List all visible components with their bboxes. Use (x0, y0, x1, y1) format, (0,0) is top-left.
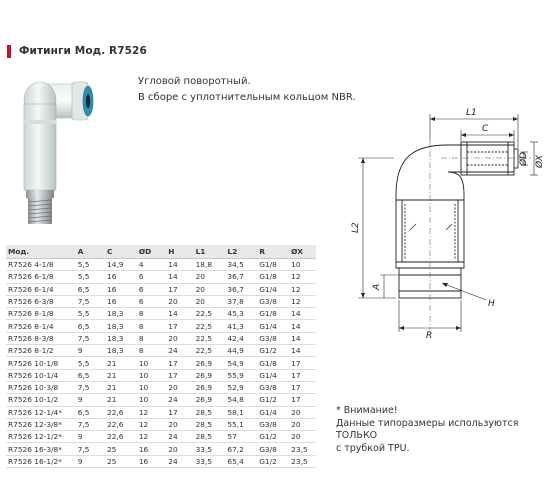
table-cell: 42,4 (225, 332, 257, 344)
table-cell: 20 (289, 431, 316, 443)
table-cell: 20 (166, 443, 193, 455)
table-cell: R7526 6-1/8 (6, 271, 76, 283)
table-cell: 7,5 (76, 443, 105, 455)
table-cell: 10 (137, 381, 166, 393)
table-cell: 12 (137, 406, 166, 418)
table-cell: G1/2 (257, 345, 289, 357)
table-cell: 8 (137, 320, 166, 332)
table-row (6, 369, 316, 381)
spec-table (6, 245, 316, 468)
table-cell: R7526 10-1/8 (6, 357, 76, 369)
table-cell: 14 (166, 308, 193, 320)
table-cell: 20 (194, 271, 226, 283)
table-cell: 17 (166, 283, 193, 295)
table-cell: 6,5 (76, 320, 105, 332)
table-cell: 55,9 (225, 369, 257, 381)
table-cell: 21 (105, 369, 137, 381)
table-cell: G3/8 (257, 332, 289, 344)
page-title: Фитинги Мод. R7526 (19, 45, 147, 57)
table-cell: 8 (137, 308, 166, 320)
label-l2: L2 (351, 222, 361, 233)
table-cell: 6 (137, 283, 166, 295)
table-cell: 7,5 (76, 332, 105, 344)
table-cell: 21 (105, 381, 137, 393)
table-cell: 20 (166, 295, 193, 307)
table-cell: 4 (137, 259, 166, 271)
table-cell: 8 (137, 332, 166, 344)
table-cell: 10 (137, 369, 166, 381)
table-cell: 65,4 (225, 455, 257, 467)
table-cell: 25 (105, 455, 137, 467)
table-cell: 55,1 (225, 418, 257, 430)
table-cell: 22,5 (194, 320, 226, 332)
table-cell: 7,5 (76, 295, 105, 307)
table-body (6, 259, 316, 468)
table-cell: 5,5 (76, 357, 105, 369)
table-cell: 22,5 (194, 308, 226, 320)
table-cell: 6,5 (76, 369, 105, 381)
table-row (6, 394, 316, 406)
table-cell: R7526 12-3/8* (6, 418, 76, 430)
label-ox: ØX (535, 154, 545, 168)
table-cell: 12 (137, 431, 166, 443)
table-cell: 9 (76, 345, 105, 357)
table-cell: G1/4 (257, 369, 289, 381)
table-cell: G1/8 (257, 308, 289, 320)
table-cell: 10 (137, 394, 166, 406)
table-cell: 34,5 (225, 259, 257, 271)
table-cell: 18,8 (194, 259, 226, 271)
table-cell: 6,5 (76, 283, 105, 295)
table-cell: 24 (166, 431, 193, 443)
table-cell: G1/2 (257, 455, 289, 467)
table-cell: R7526 10-1/2 (6, 394, 76, 406)
product-photo (10, 76, 100, 236)
description-line-1: Угловой поворотный. (138, 76, 251, 87)
table-cell: 67,2 (225, 443, 257, 455)
table-cell: 44,9 (225, 345, 257, 357)
table-cell: G1/4 (257, 320, 289, 332)
table-cell: 54,8 (225, 394, 257, 406)
table-cell: 10 (289, 259, 316, 271)
table-cell: 22,6 (105, 406, 137, 418)
table-header-row (6, 245, 316, 259)
table-cell: G1/8 (257, 259, 289, 271)
table-cell: 36,7 (225, 283, 257, 295)
table-cell: 22,6 (105, 431, 137, 443)
column-header: A (76, 245, 105, 259)
table-cell: 9 (76, 394, 105, 406)
warning-note (336, 405, 551, 455)
table-cell: 7,5 (76, 418, 105, 430)
note-line-3: с трубкой TPU. (336, 442, 410, 454)
table-cell: G3/8 (257, 418, 289, 430)
table-cell: 17 (166, 406, 193, 418)
table-cell: 41,3 (225, 320, 257, 332)
table-cell: 20 (194, 283, 226, 295)
table-cell: G3/8 (257, 295, 289, 307)
table-cell: 14 (166, 271, 193, 283)
table-cell: G3/8 (257, 443, 289, 455)
table-cell: 57 (225, 431, 257, 443)
table-row (6, 455, 316, 467)
table-cell: 18,3 (105, 320, 137, 332)
table-cell: 16 (105, 271, 137, 283)
table-cell: 6 (137, 295, 166, 307)
table-cell: 21 (105, 394, 137, 406)
table-cell: R7526 8-1/2 (6, 345, 76, 357)
table-cell: 37,8 (225, 295, 257, 307)
table-cell: 22,5 (194, 332, 226, 344)
table-row (6, 332, 316, 344)
column-header: R (257, 245, 289, 259)
table-cell: 28,5 (194, 406, 226, 418)
table-cell: G1/8 (257, 271, 289, 283)
table-cell: 36,7 (225, 271, 257, 283)
table-cell: R7526 4-1/8 (6, 259, 76, 271)
description-line-2: В сборе с уплотнительным кольцом NBR. (138, 92, 356, 103)
table-cell: 14 (289, 320, 316, 332)
table-cell: 18,3 (105, 308, 137, 320)
table-cell: 6,5 (76, 406, 105, 418)
table-cell: 16 (105, 295, 137, 307)
table-cell: R7526 8-3/8 (6, 332, 76, 344)
table-cell: 28,5 (194, 418, 226, 430)
table-cell: 12 (289, 271, 316, 283)
table-cell: 12 (137, 418, 166, 430)
table-cell: R7526 10-3/8 (6, 381, 76, 393)
table-cell: 14,9 (105, 259, 137, 271)
table-cell: 21 (105, 357, 137, 369)
table-cell: 16 (105, 283, 137, 295)
table-cell: R7526 10-1/4 (6, 369, 76, 381)
table-cell: 7,5 (76, 381, 105, 393)
table-cell: 25 (105, 443, 137, 455)
table-cell: 33,5 (194, 443, 226, 455)
table-cell: 26,9 (194, 394, 226, 406)
table-cell: G1/2 (257, 394, 289, 406)
table-cell: 24 (166, 455, 193, 467)
table-row (6, 320, 316, 332)
table-cell: R7526 16-1/2* (6, 455, 76, 467)
table-cell: 24 (166, 345, 193, 357)
label-r: R (426, 331, 433, 340)
title-accent (7, 45, 11, 58)
table-row (6, 443, 316, 455)
table-cell: 16 (137, 443, 166, 455)
table-cell: 52,9 (225, 381, 257, 393)
table-cell: 22,5 (194, 345, 226, 357)
table-cell: 14 (166, 259, 193, 271)
table-cell: 20 (166, 381, 193, 393)
table-cell: 10 (137, 357, 166, 369)
table-cell: G1/4 (257, 406, 289, 418)
column-header: ØD (137, 245, 166, 259)
table-row (6, 295, 316, 307)
table-cell: 58,1 (225, 406, 257, 418)
table-row (6, 259, 316, 271)
table-cell: 23,5 (289, 443, 316, 455)
table-cell: 17 (166, 357, 193, 369)
title-bar (0, 43, 147, 59)
label-c: C (482, 124, 489, 134)
column-header: L1 (194, 245, 226, 259)
table-row (6, 345, 316, 357)
column-header: Мод. (6, 245, 76, 259)
table-cell: 12 (289, 283, 316, 295)
table-cell: 14 (289, 332, 316, 344)
table-cell: R7526 12-1/2* (6, 431, 76, 443)
table-cell: 24 (166, 394, 193, 406)
table-cell: R7526 6-3/8 (6, 295, 76, 307)
table-cell: R7526 16-3/8* (6, 443, 76, 455)
table-cell: 26,9 (194, 381, 226, 393)
table-row (6, 271, 316, 283)
table-cell: R7526 8-1/4 (6, 320, 76, 332)
table-cell: 20 (194, 295, 226, 307)
table-cell: 14 (289, 308, 316, 320)
label-h: H (488, 299, 495, 309)
table-cell: 54,9 (225, 357, 257, 369)
table-cell: 5,5 (76, 271, 105, 283)
table-cell: R7526 12-1/4* (6, 406, 76, 418)
product-description (138, 74, 356, 106)
note-line-1: * Внимание! (336, 405, 398, 416)
table-row (6, 418, 316, 430)
column-header: L2 (225, 245, 257, 259)
column-header: C (105, 245, 137, 259)
table-cell: 18,3 (105, 332, 137, 344)
table-cell: 5,5 (76, 259, 105, 271)
table-cell: R7526 8-1/8 (6, 308, 76, 320)
table-cell: 5,5 (76, 308, 105, 320)
table-row (6, 381, 316, 393)
table-cell: G3/8 (257, 381, 289, 393)
table-row (6, 308, 316, 320)
table-cell: 12 (289, 295, 316, 307)
table-cell: 20 (166, 332, 193, 344)
table-cell: 20 (289, 406, 316, 418)
table-cell: 26,9 (194, 369, 226, 381)
table-cell: 28,5 (194, 431, 226, 443)
table-cell: 17 (166, 369, 193, 381)
table-cell: 20 (289, 418, 316, 430)
table-cell: 33,5 (194, 455, 226, 467)
table-row (6, 357, 316, 369)
table-cell: 18,3 (105, 345, 137, 357)
note-line-2: Данные типоразмеры используются ТОЛЬКО (336, 417, 519, 441)
table-cell: 9 (76, 431, 105, 443)
table-cell: 14 (289, 345, 316, 357)
table-cell: 22,6 (105, 418, 137, 430)
technical-drawing (336, 100, 546, 340)
table-cell: R7526 6-1/4 (6, 283, 76, 295)
column-header: ØX (289, 245, 316, 259)
column-header: H (166, 245, 193, 259)
table-cell: 17 (289, 369, 316, 381)
table-cell: G1/4 (257, 283, 289, 295)
table-cell: 23,5 (289, 455, 316, 467)
table-cell: G1/8 (257, 357, 289, 369)
label-a: A (372, 283, 382, 290)
table-row (6, 283, 316, 295)
table-row (6, 406, 316, 418)
table-cell: 6 (137, 271, 166, 283)
table-cell: 17 (289, 381, 316, 393)
table-cell: 45,3 (225, 308, 257, 320)
table-cell: G1/2 (257, 431, 289, 443)
table-cell: 16 (137, 455, 166, 467)
label-od: ØD (519, 151, 529, 166)
label-l1: L1 (466, 108, 477, 118)
table-cell: 26,9 (194, 357, 226, 369)
table-cell: 17 (289, 357, 316, 369)
table-cell: 20 (166, 418, 193, 430)
table-cell: 8 (137, 345, 166, 357)
table-row (6, 431, 316, 443)
table-cell: 17 (166, 320, 193, 332)
table-cell: 9 (76, 455, 105, 467)
table-cell: 17 (289, 394, 316, 406)
